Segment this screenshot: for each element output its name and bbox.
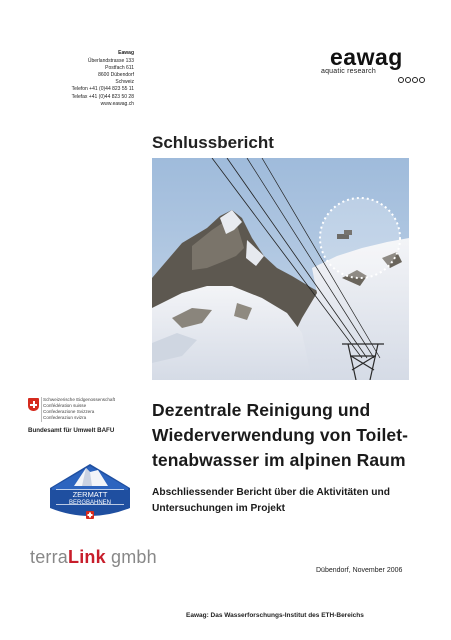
terralink-part2: Link <box>68 547 106 567</box>
report-subtitle-line: Untersuchungen im Projekt <box>152 502 286 514</box>
report-title-line: Wiederverwendung von Toilet- <box>152 425 409 445</box>
address-block <box>40 50 134 108</box>
address-phone: Telefon +41 (0)44 823 55 11 <box>71 86 134 93</box>
report-title-line: tenabwasser im alpinen Raum <box>152 450 406 470</box>
zermatt-line2: BERGBAHNEN <box>68 500 112 506</box>
report-subtitle <box>152 485 412 516</box>
federal-name-de: Schweizerische Eidgenossenschaft <box>43 397 116 402</box>
federal-name-rm: Confederaziun svizra <box>43 415 87 420</box>
federal-name-it: Confederazione Svizzera <box>43 409 95 414</box>
eawag-logo-tagline: aquatic research <box>321 68 376 75</box>
address-fax: Telefax +41 (0)44 823 50 28 <box>71 93 134 100</box>
address-city: 8600 Dübendorf <box>98 72 134 79</box>
terralink-part1: terra <box>30 547 69 567</box>
address-country: Schweiz <box>115 79 134 86</box>
report-subtitle-line: Abschliessender Bericht über die Aktivitäten und <box>152 487 390 498</box>
swiss-cross-icon <box>28 398 39 411</box>
federal-name-fr: Confédération suisse <box>43 403 87 408</box>
address-po-box: Postfach 611 <box>105 65 134 72</box>
federal-office-name: Bundesamt für Umwelt BAFU <box>28 427 115 434</box>
footer-text: Eawag: Das Wasserforschungs-Institut des ETH-Bereichs <box>186 612 364 619</box>
report-title-line: Dezentrale Reinigung und <box>152 400 371 420</box>
address-web: www.eawag.ch <box>100 100 134 107</box>
report-title <box>152 398 432 473</box>
zermatt-line1: ZERMATT <box>72 490 108 499</box>
address-org: Eawag <box>118 50 134 56</box>
address-street: Überlandstrasse 133 <box>87 58 134 65</box>
alpine-cable-car-photo <box>152 158 409 380</box>
eawag-logo <box>318 44 428 80</box>
federal-names <box>43 397 115 421</box>
date-line: Dübendorf, November 2006 <box>316 567 403 574</box>
report-type: Schlussbericht <box>152 133 274 152</box>
terralink-part3: gmbh <box>105 547 157 567</box>
eawag-logo-circles-icon <box>398 70 426 88</box>
eawag-logo-word: eawag <box>330 44 403 70</box>
terralink-logo <box>30 547 157 568</box>
logo-divider <box>41 397 42 422</box>
zermatt-bergbahnen-logo <box>46 462 134 526</box>
